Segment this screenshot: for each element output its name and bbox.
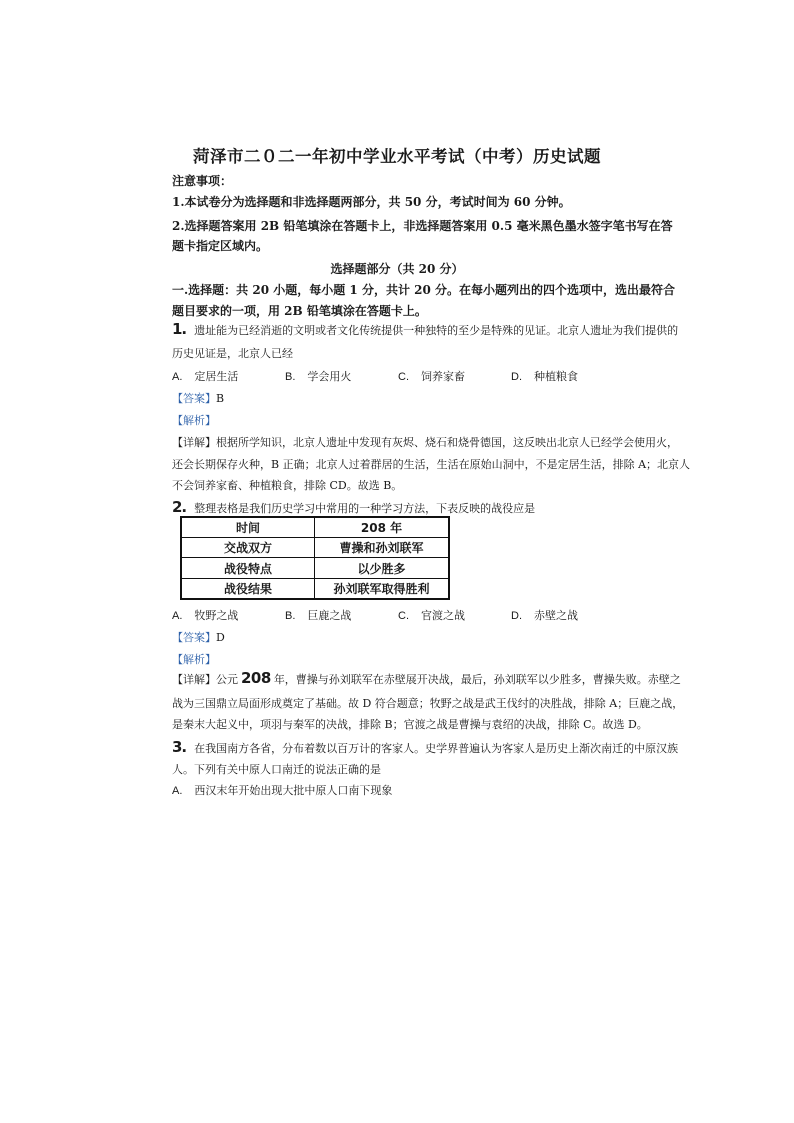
table-cell: 时间 <box>181 517 315 538</box>
option-letter: C. <box>398 610 409 622</box>
question-1-stem-line-1 <box>172 320 678 338</box>
option-text: 种植粮食 <box>534 370 578 383</box>
question-2-option-c <box>398 607 465 623</box>
question-2-detail-line-3: 是秦末大起义中，项羽与秦军的决战，排除 B；官渡之战是曹操与袁绍的决战，排除 C。故选 D。 <box>172 718 648 731</box>
table-row <box>181 578 449 599</box>
question-3-stem-line-1 <box>172 738 678 756</box>
section-intro-line-2: 题目要求的一项，用 2B 铅笔填涂在答题卡上。 <box>172 304 427 318</box>
section-intro-line-1: 一.选择题：共 20 小题，每小题 1 分，共计 20 分。在每小题列出的四个选项中，选出最符合 <box>172 283 675 297</box>
notice-heading: 注意事项： <box>172 174 233 188</box>
option-letter: A. <box>172 610 183 622</box>
option-letter: A. <box>172 371 183 383</box>
detail-tag: 【详解】 <box>172 673 216 686</box>
question-1-detail-line-1 <box>172 434 678 450</box>
notice-item-1: 1.本试卷分为选择题和非选择题两部分，共 50 分，考试时间为 60 分钟。 <box>172 195 571 209</box>
question-1-option-b <box>285 368 351 384</box>
answer-tag: 【答案】 <box>172 392 216 405</box>
question-2-detail-line-1 <box>172 669 681 687</box>
question-2-option-b <box>285 607 351 623</box>
question-1-option-a <box>172 368 238 384</box>
question-3-option-a <box>172 782 392 798</box>
table-cell: 曹操和孙刘联军 <box>315 538 450 558</box>
option-text: 学会用火 <box>307 370 352 383</box>
question-2-option-d <box>511 607 578 623</box>
option-letter: C. <box>398 371 409 383</box>
answer-tag: 【答案】 <box>172 631 216 644</box>
option-text: 定居生活 <box>194 370 239 383</box>
question-2-stem <box>172 498 535 516</box>
option-text: 西汉末年开始出现大批中原人口南下现象 <box>194 784 393 797</box>
question-1-answer <box>172 390 224 406</box>
detail-pre: 公元 <box>216 673 238 686</box>
option-text: 巨鹿之战 <box>307 609 352 622</box>
section-heading: 选择题部分（共 20 分） <box>330 262 464 276</box>
question-1-number: 1. <box>172 320 187 338</box>
option-text: 饲养家畜 <box>421 370 465 383</box>
question-3-stem-text: 在我国南方各省，分布着数以百万计的客家人。史学界普遍认为客家人是历史上渐次南迁的中原汉族 <box>194 742 679 755</box>
option-letter: D. <box>511 371 522 383</box>
option-text: 牧野之战 <box>194 609 239 622</box>
question-1-stem-text: 遗址能为已经消逝的文明或者文化传统提供一种独特的至少是特殊的见证。北京人遗址为我们提供的 <box>194 324 679 337</box>
table-cell: 以少胜多 <box>315 558 450 578</box>
notice-item-2-line-2: 题卡指定区域内。 <box>172 239 269 253</box>
question-2-answer <box>172 629 225 645</box>
option-letter: D. <box>511 610 522 622</box>
question-1-option-c <box>398 368 465 384</box>
option-text: 官渡之战 <box>421 609 465 622</box>
question-1-stem-line-2: 历史见证是，北京人已经 <box>172 347 293 360</box>
question-2-detail-line-2: 战为三国鼎立局面形成奠定了基础。故 D 符合题意；牧野之战是武王伐纣的决胜战，排除 A；巨鹿之战， <box>172 697 684 710</box>
table-row <box>181 558 449 578</box>
detail-text: 年，曹操与孙刘联军在赤壁展开决战，最后，孙刘联军以少胜多，曹操失败。赤壁之 <box>273 673 681 686</box>
detail-text: 根据所学知识，北京人遗址中发现有灰烬、烧石和烧骨德国，这反映出北京人已经学会使用火， <box>216 436 678 449</box>
question-1-analysis-tag: 【解析】 <box>172 414 216 427</box>
question-2-number: 2. <box>172 498 187 516</box>
option-letter: B. <box>285 371 296 383</box>
table-cell: 战役特点 <box>181 558 315 578</box>
question-1-detail-line-3: 不会饲养家畜、种植粮食，排除 CD。故选 B。 <box>172 479 403 492</box>
option-letter: B. <box>285 610 296 622</box>
question-2-analysis-tag: 【解析】 <box>172 653 216 666</box>
question-2-option-a <box>172 607 238 623</box>
table-cell: 交战双方 <box>181 538 315 558</box>
question-3-number: 3. <box>172 738 187 756</box>
question-1-option-d <box>511 368 578 384</box>
table-cell: 208 年 <box>315 517 450 538</box>
battle-info-table <box>180 516 450 600</box>
page-title: 菏泽市二０二一年初中学业水平考试（中考）历史试题 <box>193 147 601 166</box>
option-text: 赤壁之战 <box>534 609 578 622</box>
question-3-stem-line-2: 人。下列有关中原人口南迁的说法正确的是 <box>172 763 381 776</box>
detail-year: 208 <box>241 669 271 687</box>
answer-value: B <box>216 392 225 405</box>
table-row <box>181 538 449 558</box>
option-letter: A. <box>172 785 183 797</box>
detail-tag: 【详解】 <box>172 436 216 449</box>
notice-item-2-line-1: 2.选择题答案用 2B 铅笔填涂在答题卡上，非选择题答案用 0.5 毫米黑色墨水签字笔书写在答 <box>172 219 673 233</box>
answer-value: D <box>216 631 225 644</box>
question-1-detail-line-2: 还会长期保存火种，B 正确；北京人过着群居的生活，生活在原始山洞中，不是定居生活，排除 A；北京人 <box>172 458 691 471</box>
question-2-stem-text: 整理表格是我们历史学习中常用的一种学习方法，下表反映的战役应是 <box>194 502 536 515</box>
table-cell: 战役结果 <box>181 578 315 599</box>
table-row <box>181 517 449 538</box>
table-cell: 孙刘联军取得胜利 <box>315 578 450 599</box>
